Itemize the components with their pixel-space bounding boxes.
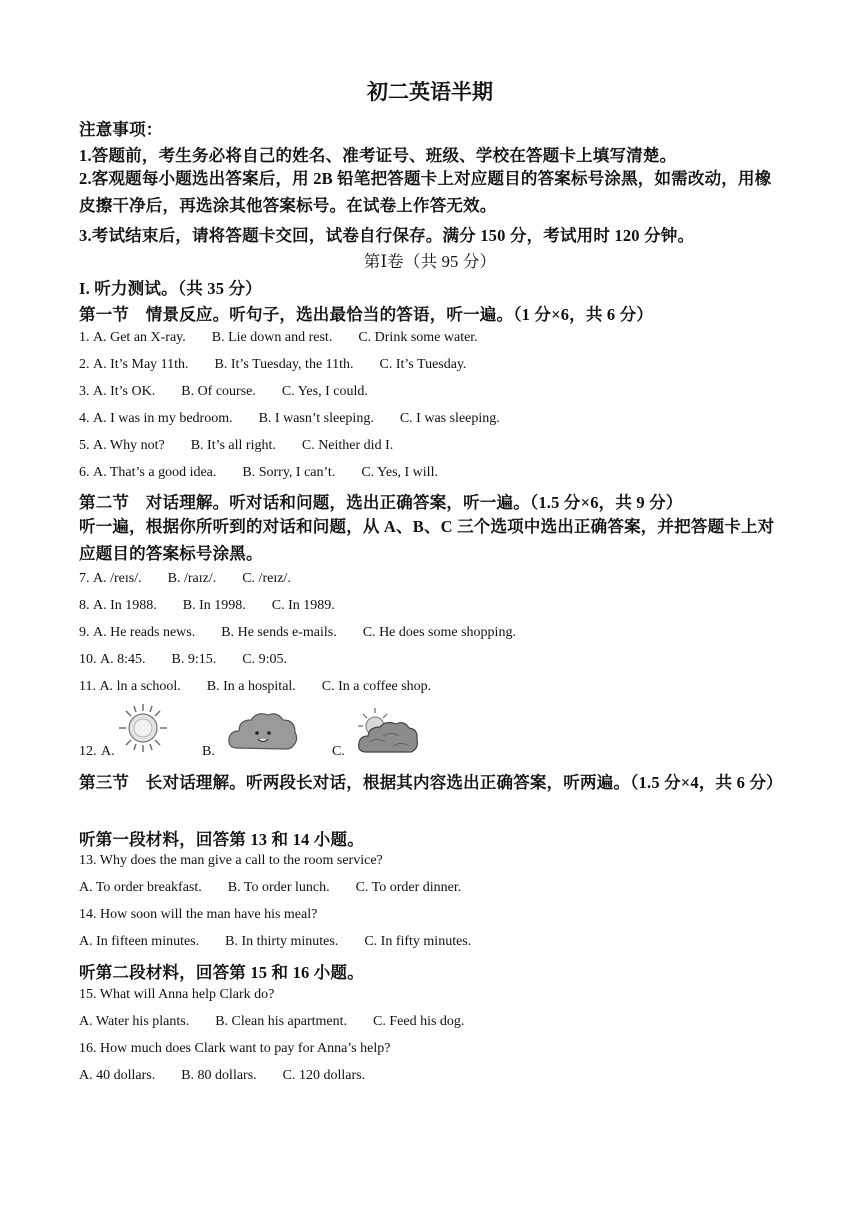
cloud-icon [227, 708, 299, 754]
option-c: C. It’s Tuesday. [379, 357, 467, 372]
question-options-14 [79, 934, 471, 950]
volume-heading: 第Ⅰ卷（共 95 分） [363, 252, 497, 271]
option-c: C. Yes, I will. [361, 465, 438, 480]
question-options-15 [79, 1014, 464, 1030]
option-a: A. ln a school. [99, 679, 181, 694]
question-number: 3. [79, 384, 90, 399]
question-stem-14: 14. How soon will the man have his meal? [79, 907, 318, 922]
question-number: 6. [79, 465, 90, 480]
option-a: A. Get an X-ray. [93, 330, 186, 345]
option-b: B. To order lunch. [227, 880, 330, 895]
option-b: B. It’s Tuesday, the 11th. [214, 357, 354, 372]
option-b: B. Clean his apartment. [215, 1014, 348, 1029]
question-row-1 [79, 330, 478, 346]
option-b: B. Of course. [181, 384, 256, 399]
question-row-9 [79, 625, 516, 641]
question-stem-13: 13. Why does the man give a call to the room service? [79, 853, 383, 868]
option-c: C. Feed his dog. [373, 1014, 465, 1029]
option-a: A. 40 dollars. [79, 1068, 156, 1083]
option-b-label: B. [202, 744, 215, 759]
option-a: A. It’s OK. [93, 384, 156, 399]
sun-behind-cloud-icon [355, 706, 419, 756]
section3-part-b-heading: 听第二段材料，回答第 15 和 16 小题。 [79, 963, 364, 982]
question-number: 2. [79, 357, 90, 372]
question-row-11 [79, 679, 431, 695]
option-b: B. He sends e-mails. [221, 625, 337, 640]
question-row-12 [79, 700, 479, 764]
option-b: B. In thirty minutes. [225, 934, 339, 949]
section2-instruction: 听一遍，根据你所听到的对话和问题，从 A、B、C 三个选项中选出正确答案，并把答题卡上对应题目的答案标号涂黑。 [79, 517, 775, 563]
option-c: C. In fifty minutes. [364, 934, 472, 949]
option-a: A. I was in my bedroom. [93, 411, 233, 426]
sun-icon [115, 702, 171, 754]
question-number: 12. [79, 744, 97, 759]
question-number: 7. [79, 571, 90, 586]
question-number: 9. [79, 625, 90, 640]
question-row-7 [79, 571, 291, 587]
option-b: B. I wasn’t sleeping. [258, 411, 374, 426]
question-row-4 [79, 411, 500, 427]
part1-heading: I. 听力测试。（共 35 分） [79, 279, 262, 298]
option-c: C. /reɪz/. [242, 571, 291, 586]
option-c: C. Neither did I. [301, 438, 394, 453]
question-row-8 [79, 598, 335, 614]
option-c: C. I was sleeping. [399, 411, 500, 426]
question-row-3 [79, 384, 368, 400]
option-c: C. 120 dollars. [282, 1068, 366, 1083]
option-c: C. In a coffee shop. [321, 679, 432, 694]
option-a: A. 8:45. [100, 652, 146, 667]
option-b: B. It’s all right. [190, 438, 276, 453]
option-c: C. Yes, I could. [281, 384, 368, 399]
option-c: C. 9:05. [242, 652, 287, 667]
question-options-16 [79, 1068, 365, 1084]
option-a: A. In 1988. [93, 598, 157, 613]
question-options-13 [79, 880, 461, 896]
notice-item-1: 1.答题前，考生务必将自己的姓名、准考证号、班级、学校在答题卡上填写清楚。 [79, 146, 677, 165]
section2-heading: 第二节 对话理解。听对话和问题，选出正确答案，听一遍。（1.5 分×6，共 9 分） [79, 493, 683, 512]
option-a: A. In fifteen minutes. [79, 934, 200, 949]
question-number: 10. [79, 652, 97, 667]
option-b: B. Lie down and rest. [211, 330, 333, 345]
notice-item-3: 3.考试结束后，请将答题卡交回，试卷自行保存。满分 150 分，考试用时 120 分钟。 [79, 226, 695, 245]
section3-part-a-heading: 听第一段材料，回答第 13 和 14 小题。 [79, 830, 364, 849]
notice-item-2: 2.客观题每小题选出答案后，用 2B 铅笔把答题卡上对应题目的答案标号涂黑，如需改动，用橡皮擦干净后，再选涂其他答案标号。在试卷上作答无效。 [79, 169, 772, 215]
question-number: 4. [79, 411, 90, 426]
option-c: C. In 1989. [271, 598, 335, 613]
option-b: B. 80 dollars. [181, 1068, 257, 1083]
question-row-6 [79, 465, 438, 481]
option-b: B. Sorry, I can’t. [242, 465, 336, 480]
option-b: B. In 1998. [182, 598, 246, 613]
question-row-10 [79, 652, 287, 668]
option-a: A. He reads news. [93, 625, 196, 640]
option-a: A. /reɪs/. [93, 571, 142, 586]
question-number: 5. [79, 438, 90, 453]
option-c-label: C. [332, 744, 345, 759]
question-row-5 [79, 438, 393, 454]
option-a: A. It’s May 11th. [93, 357, 189, 372]
question-number: 11. [79, 679, 96, 694]
option-a: A. To order breakfast. [79, 880, 202, 895]
option-b: B. 9:15. [171, 652, 217, 667]
question-stem-15: 15. What will Anna help Clark do? [79, 987, 275, 1002]
question-number: 8. [79, 598, 90, 613]
option-c: C. Drink some water. [358, 330, 478, 345]
question-row-2 [79, 357, 467, 373]
question-number: 1. [79, 330, 90, 345]
option-b: B. /raɪz/. [167, 571, 217, 586]
section3-heading: 第三节 长对话理解。听两段长对话，根据其内容选出正确答案，听两遍。（1.5 分×4，共 6 分） [79, 773, 783, 792]
option-a-label: A. [101, 744, 115, 759]
page-title: 初二英语半期 [367, 80, 493, 104]
option-a: A. Water his plants. [79, 1014, 190, 1029]
option-c: C. He does some shopping. [362, 625, 516, 640]
option-b: B. In a hospital. [206, 679, 296, 694]
option-c: C. To order dinner. [355, 880, 462, 895]
question-stem-16: 16. How much does Clark want to pay for Anna’s help? [79, 1041, 391, 1056]
notice-heading: 注意事项： [79, 120, 163, 139]
option-a: A. Why not? [93, 438, 165, 453]
option-a: A. That’s a good idea. [93, 465, 217, 480]
section1-heading: 第一节 情景反应。听句子，选出最恰当的答语，听一遍。（1 分×6，共 6 分） [79, 305, 654, 324]
